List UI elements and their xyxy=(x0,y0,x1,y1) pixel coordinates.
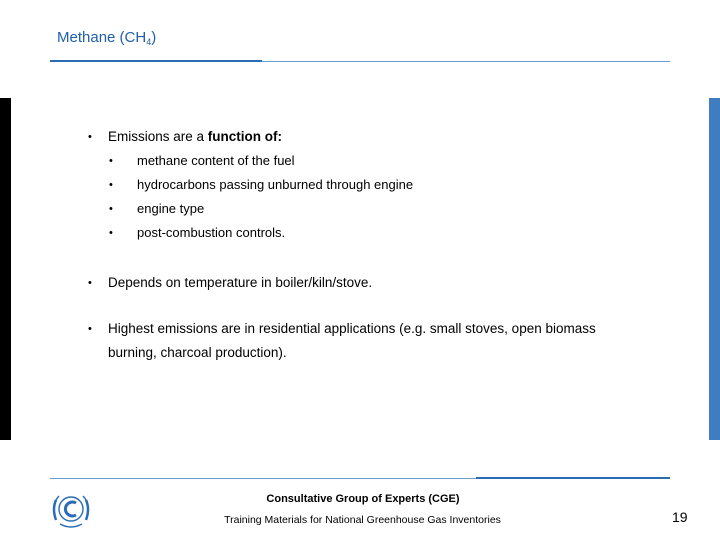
bullet-dot-icon: • xyxy=(88,323,92,335)
left-side-bar xyxy=(0,98,11,440)
bullet-dot-icon: • xyxy=(109,203,113,215)
header-rule-thick xyxy=(50,60,262,62)
footer-rule-thick xyxy=(476,477,670,479)
bullet-dot-icon: • xyxy=(109,155,113,167)
bullet-item: • Highest emissions are in residential applications (e.g. small stoves, open biomass xyxy=(108,317,596,341)
footer-rule-thin xyxy=(50,478,476,479)
page-title: Methane $(CH_4)$ xyxy=(57,29,157,47)
bullet-item-continuation: burning, charcoal production). xyxy=(108,345,287,360)
bullet-item: • Depends on temperature in boiler/kiln/stove. xyxy=(108,271,372,295)
page-number: 19 xyxy=(672,509,688,525)
header-rule-thin xyxy=(262,61,670,62)
bullet-dot-icon: • xyxy=(88,131,92,143)
bullet-dot-icon: • xyxy=(109,179,113,191)
footer-organization: Consultative Group of Experts (CGE) xyxy=(266,493,460,505)
sub-bullet-item: • post-combustion controls. xyxy=(137,223,285,243)
sub-bullet-item: • hydrocarbons passing unburned through engine xyxy=(137,175,413,195)
footer-subtitle: Training Materials for National Greenhouse Gas Inventories xyxy=(224,514,501,526)
title-subscript: 4 xyxy=(146,37,152,47)
bullet-dot-icon: • xyxy=(109,227,113,239)
sub-bullet-item: • engine type xyxy=(137,199,204,219)
bullet-dot-icon: • xyxy=(88,277,92,289)
sub-bullet-item: • methane content of the fuel xyxy=(137,151,295,171)
bullet-item: • Emissions are a function of: xyxy=(108,125,282,149)
right-side-bar xyxy=(709,98,720,440)
unfccc-logo-icon xyxy=(48,488,94,530)
